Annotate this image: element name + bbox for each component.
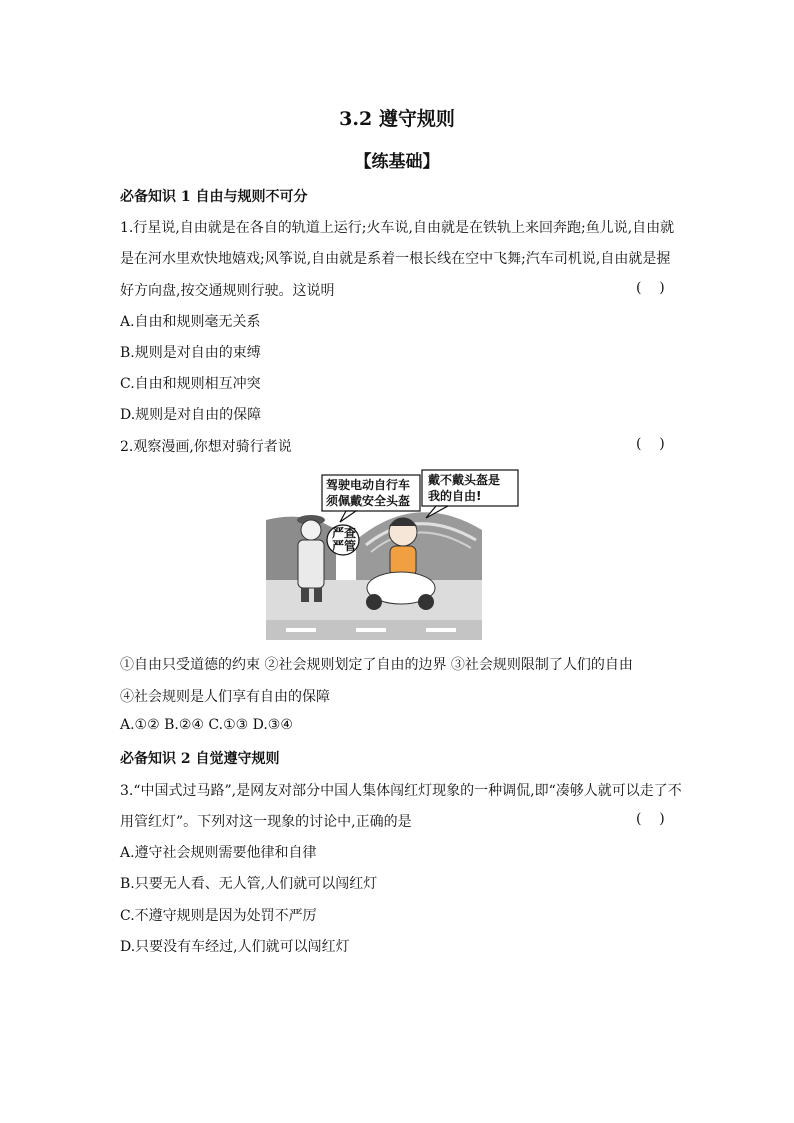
q3-option-c: C.不遵守规则是因为处罚不严厉 bbox=[120, 908, 317, 924]
q2-statements-line: ④社会规则是人们享有自由的保障 bbox=[120, 689, 330, 705]
page-subtitle: 【练基础】 bbox=[354, 152, 440, 172]
q3-option-b: B.只要无人看、无人管,人们就可以闯红灯 bbox=[120, 876, 378, 892]
q3-option-d: D.只要没有车经过,人们就可以闯红灯 bbox=[120, 939, 350, 955]
q1-option-a: A.自由和规则毫无关系 bbox=[120, 314, 261, 330]
q1-answer-bracket: ( ) bbox=[636, 280, 665, 296]
rider-speech-line: 戴不戴头盔是 bbox=[428, 473, 501, 487]
rider-speech-line: 我的自由! bbox=[428, 489, 482, 503]
q1-stem-line: 1.行星说,自由就是在各自的轨道上运行;火车说,自由就是在铁轨上来回奔跑;鱼儿说,自由就 bbox=[120, 220, 675, 236]
q1-option-d: D.规则是对自由的保障 bbox=[120, 407, 262, 423]
q2-options: A.①② B.②④ C.①③ D.③④ bbox=[120, 717, 293, 733]
section-heading-1: 必备知识 1 自由与规则不可分 bbox=[120, 189, 308, 205]
q3-answer-bracket: ( ) bbox=[636, 811, 665, 827]
badge-bubble bbox=[327, 525, 359, 555]
officer-speech-line: 驾驶电动自行车 bbox=[326, 478, 411, 492]
q3-stem-line: 3.“中国式过马路”,是网友对部分中国人集体闯红灯现象的一种调侃,即“凑够人就可以走了不 bbox=[120, 783, 682, 799]
q3-option-a: A.遵守社会规则需要他律和自律 bbox=[120, 845, 317, 861]
cartoon-illustration bbox=[266, 470, 501, 640]
badge-text-line: 严查 bbox=[332, 526, 357, 540]
q1-stem-line: 是在河水里欢快地嬉戏;风筝说,自由就是系着一根长线在空中飞舞;汽车司机说,自由就是握 bbox=[120, 251, 671, 267]
q1-option-b: B.规则是对自由的束缚 bbox=[120, 345, 261, 361]
q1-stem-line: 好方向盘,按交通规则行驶。这说明 bbox=[120, 283, 335, 299]
section-heading-2: 必备知识 2 自觉遵守规则 bbox=[120, 751, 280, 767]
page-title: 3.2 遵守规则 bbox=[339, 108, 455, 130]
q2-statements-line: ①自由只受道德的约束 ②社会规则划定了自由的边界 ③社会规则限制了人们的自由 bbox=[120, 657, 633, 673]
badge-text-line: 严管 bbox=[332, 539, 357, 553]
q1-option-c: C.自由和规则相互冲突 bbox=[120, 376, 261, 392]
officer-speech-line: 须佩戴安全头盔 bbox=[326, 494, 411, 508]
q3-stem-line: 用管红灯”。下列对这一现象的讨论中,正确的是 bbox=[120, 814, 412, 830]
q2-answer-bracket: ( ) bbox=[636, 436, 665, 452]
q2-stem: 2.观察漫画,你想对骑行者说 bbox=[120, 439, 292, 455]
